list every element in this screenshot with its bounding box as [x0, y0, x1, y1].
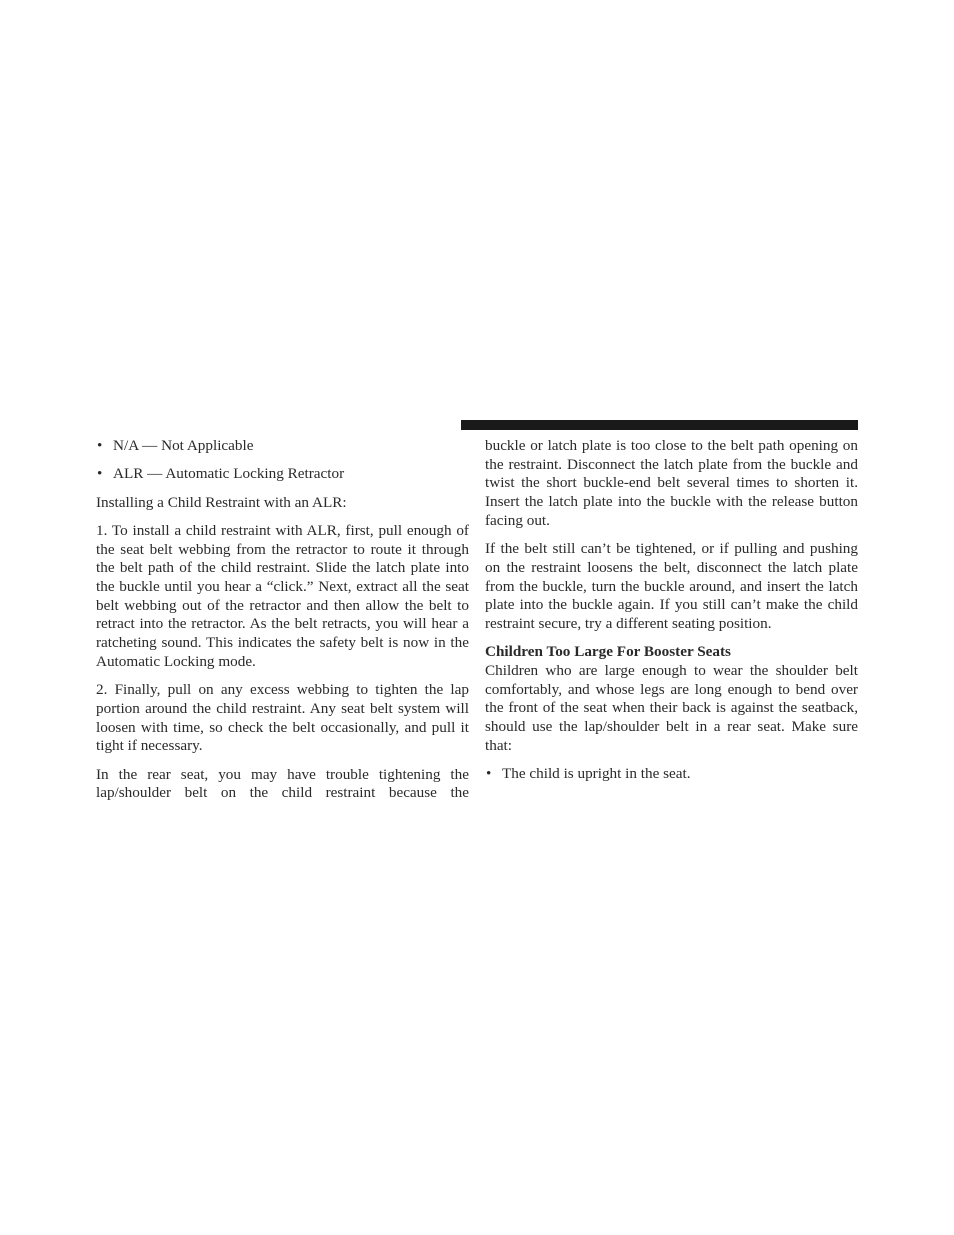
paragraph-belt-still: If the belt still can’t be tightened, or if pulling and pushing on the restraint loosens the belt, disconnect the latch plate from the buckle, turn the buckle around, and insert the latch plate into the buckle again. If you still can’t make the child restraint secure, try a different seating position.: [485, 540, 858, 632]
bullet-dot: •: [97, 437, 103, 454]
paragraph-rear-seat: In the rear seat, you may have trouble tightening the lap/shoulder belt on the child restraint because the: [96, 765, 469, 802]
paragraph-children-too-large: Children who are large enough to wear the shoulder belt comfortably, and whose legs are long enough to bend over the front of the seat when their back is against the seatback, should use the lap/shoulder belt in a rear seat. Make sure that:: [485, 661, 858, 754]
paragraph-buckle-latch: buckle or latch plate is too close to the belt path opening on the restraint. Disconnect the latch plate from the buckle and twist the short buckle-end belt several times to shorten it. Insert the latch plate into the buckle with the release button facing out.: [485, 437, 858, 529]
bullet-dot: •: [486, 765, 492, 783]
left-column: [96, 437, 469, 813]
bullet-item-alr: [96, 465, 469, 484]
bullet-dot: •: [97, 465, 103, 483]
bullet-text: The child is upright in the seat.: [502, 765, 691, 783]
section-header-bar: [461, 420, 858, 430]
bullet-text: ALR — Automatic Locking Retractor: [113, 465, 345, 483]
paragraph-step-2: 2. Finally, pull on any excess webbing to tighten the lap portion around the child restraint. Any seat belt system will loosen with time, so check the belt occasionally, and pull it tight if necessary.: [96, 681, 469, 755]
bullet-text: N/A — Not Applicable: [113, 437, 254, 454]
paragraph-step-1: 1. To install a child restraint with ALR, first, pull enough of the seat belt webbing from the retractor to route it through the belt path of the child restraint. Slide the latch plate into the buckle until you hear a “click.” Next, extract all the seat belt webbing out of the retractor and then allow the belt to retract into the retractor. As the belt retracts, you will hear a ratcheting sound. This indicates the safety belt is now in the Automatic Locking mode.: [96, 521, 469, 670]
right-column: [485, 437, 858, 793]
bullet-item-na: [96, 437, 469, 456]
bullet-item-upright: [485, 765, 858, 784]
section-heading: Children Too Large For Booster Seats: [485, 643, 731, 661]
paragraph-installing-intro: Installing a Child Restraint with an ALR:: [96, 493, 347, 511]
